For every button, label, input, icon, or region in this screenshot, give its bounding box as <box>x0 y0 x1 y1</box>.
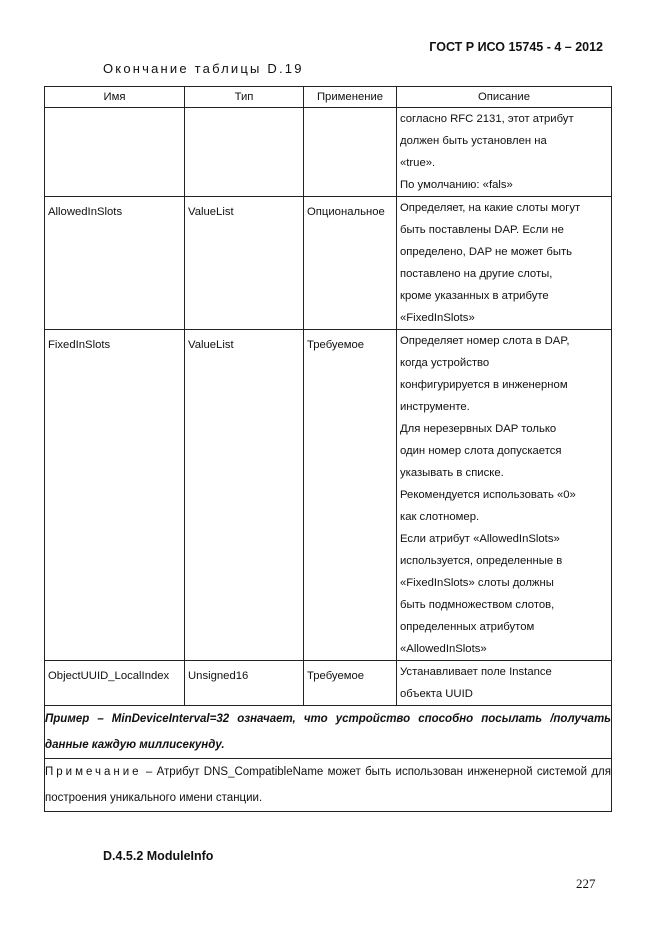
example-text: Пример – MinDeviceInterval=32 означает, что устройство способно посылать /получать данные каждую миллисекунду. <box>45 706 612 759</box>
cell-name <box>45 108 185 197</box>
cell-type: ValueList <box>185 330 304 661</box>
attributes-table <box>44 86 612 812</box>
cell-description <box>397 197 612 330</box>
cell-description <box>397 661 612 706</box>
description-line: быть подмножеством слотов, <box>400 599 555 611</box>
description-line: Если атрибут «AllowedInSlots» <box>400 533 560 545</box>
column-header-type: Тип <box>185 87 304 108</box>
description-line: «AllowedInSlots» <box>400 643 487 655</box>
note-row <box>45 759 612 812</box>
column-header-name: Имя <box>45 87 185 108</box>
description-line: Устанавливает поле Instance <box>400 666 552 678</box>
cell-type: Unsigned16 <box>185 661 304 706</box>
description-line: как слотномер. <box>400 511 480 523</box>
note-cell <box>45 759 612 812</box>
column-header-usage: Применение <box>304 87 397 108</box>
description-line: поставлено на другие слоты, <box>400 268 553 280</box>
description-line: объекта UUID <box>400 688 473 700</box>
cell-description <box>397 330 612 661</box>
table-caption: Окончание таблицы D.19 <box>103 61 304 76</box>
description-line: Рекомендуется использовать «0» <box>400 489 576 501</box>
description-line: «FixedInSlots» <box>400 312 475 324</box>
table-row <box>45 197 612 330</box>
example-row <box>45 706 612 759</box>
cell-usage <box>304 108 397 197</box>
description-line: Определяет номер слота в DAP, <box>400 335 570 347</box>
section-heading: D.4.5.2 ModuleInfo <box>103 849 214 863</box>
description-line: «FixedInSlots» слоты должны <box>400 577 554 589</box>
table-row <box>45 661 612 706</box>
description-line: указывать в списке. <box>400 467 504 479</box>
cell-name: ObjectUUID_LocalIndex <box>45 661 185 706</box>
cell-type <box>185 108 304 197</box>
cell-usage: Требуемое <box>304 330 397 661</box>
description-line: конфигурируется в инженерном <box>400 379 568 391</box>
description-line: инструменте. <box>400 401 470 413</box>
description-line: используется, определенные в <box>400 555 563 567</box>
description-line: должен быть установлен на <box>400 135 547 147</box>
description-line: кроме указанных в атрибуте <box>400 290 549 302</box>
table-row <box>45 330 612 661</box>
cell-usage: Требуемое <box>304 661 397 706</box>
cell-type: ValueList <box>185 197 304 330</box>
page-number: 227 <box>576 876 596 891</box>
description-line: определено, DAP не может быть <box>400 246 573 258</box>
note-label: Примечание <box>45 766 142 778</box>
description-line: Для нерезервных DAP только <box>400 423 557 435</box>
column-header-description: Описание <box>397 87 612 108</box>
cell-name: AllowedInSlots <box>45 197 185 330</box>
description-line: когда устройство <box>400 357 490 369</box>
description-line: определенных атрибутом <box>400 621 535 633</box>
standard-header: ГОСТ Р ИСО 15745 - 4 – 2012 <box>429 40 603 54</box>
description-line: согласно RFC 2131, этот атрибут <box>400 113 574 125</box>
cell-description <box>397 108 612 197</box>
description-line: один номер слота допускается <box>400 445 562 457</box>
description-line: По умолчанию: «fals» <box>400 179 513 191</box>
cell-usage: Опциональное <box>304 197 397 330</box>
cell-name: FixedInSlots <box>45 330 185 661</box>
description-line: быть поставлены DAP. Если не <box>400 224 564 236</box>
note-text: – Атрибут DNS_CompatibleName может быть использован инженерной системой для построения уникального имени станции. <box>45 766 611 804</box>
description-line: «true». <box>400 157 436 169</box>
table-row <box>45 108 612 197</box>
description-line: Определяет, на какие слоты могут <box>400 202 581 214</box>
table-header-row <box>45 87 612 108</box>
